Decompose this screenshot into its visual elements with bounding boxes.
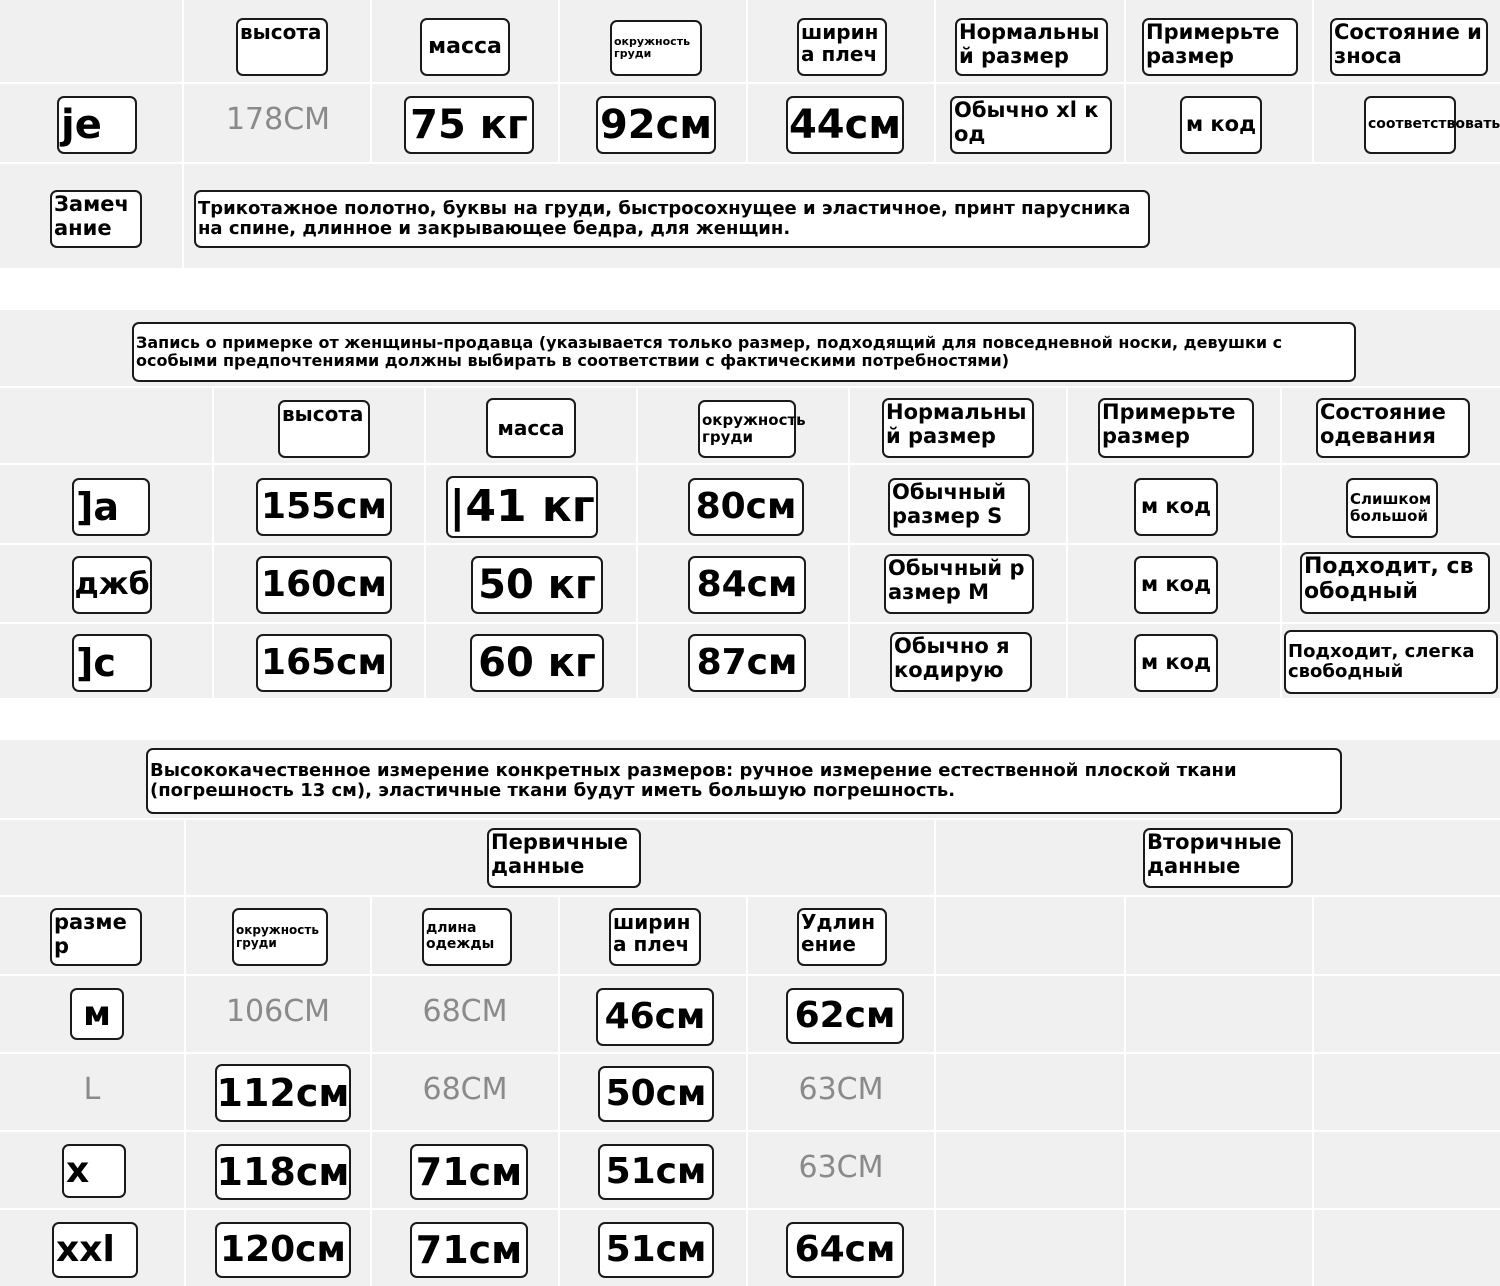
table2-divider (424, 386, 426, 698)
table2-divider (0, 463, 1500, 465)
table1-divider (0, 162, 1500, 164)
table3-divider (184, 818, 186, 1286)
table2-cell-chest: 84см (688, 556, 806, 614)
table1-header-chest: окружность груди (610, 20, 702, 76)
table3-size-label: x (62, 1144, 126, 1198)
table2-cell-weight: 50 кг (471, 556, 603, 614)
table1-value-chest: 92см (596, 96, 716, 154)
table2-cell-wear-state: Подходит, слегка свободный (1284, 630, 1498, 694)
table3-divider (558, 895, 560, 1286)
table3-divider (0, 974, 1500, 976)
table3-header-shoulder: ширина плеч (609, 908, 701, 966)
table3-cell-extension: 63CM (798, 1072, 884, 1107)
table1-header-shoulder: ширина плеч (797, 18, 887, 76)
table3-header-chest: окружность груди (232, 908, 328, 966)
table2-divider (636, 386, 638, 698)
table3-cell-shoulder: 50см (598, 1066, 714, 1122)
table2-cell-tried-size: м код (1134, 556, 1218, 614)
table3-primary-header: Первичные данные (487, 828, 641, 888)
table2-cell-tried-size: м код (1134, 478, 1218, 536)
table1-value-wear-state: соответствовать (1364, 96, 1456, 154)
table3-divider (0, 818, 1500, 820)
table2-divider (1280, 386, 1282, 698)
table3-cell-extension: 62см (786, 988, 904, 1044)
table2-cell-height: 165см (256, 634, 392, 692)
table3-divider (934, 818, 936, 1286)
table2-row-label: ]c (72, 634, 152, 692)
table3-header-length: длина одежды (422, 908, 512, 966)
table1-divider (370, 0, 372, 162)
table2-divider (0, 622, 1500, 624)
table2-divider (848, 386, 850, 698)
table3-cell-length: 68CM (422, 1072, 508, 1107)
table2-row-label: джб (72, 556, 152, 614)
table3-divider (0, 1208, 1500, 1210)
table3-cell-shoulder: 46см (596, 988, 714, 1046)
table2-title: Запись о примерке от женщины-продавца (указывается только размер, подходящий для повседневной носки, девушки с особыми предпочтениями должны выбирать в соответствии с фактическими потребностями) (132, 322, 1356, 382)
table2-cell-weight: |41 кг (446, 476, 598, 538)
table3-cell-chest: 106CM (225, 994, 331, 1029)
table3-cell-chest: 118см (215, 1144, 351, 1200)
table3-divider (1312, 895, 1314, 1286)
table1-divider (0, 82, 1500, 84)
table2-header-chest: окружность груди (698, 400, 796, 458)
table3-cell-length: 68CM (422, 994, 508, 1029)
table3-cell-extension: 64см (786, 1222, 904, 1278)
table2-cell-height: 160см (256, 556, 392, 614)
table2-cell-chest: 80см (688, 478, 804, 536)
table2-header-wear-state: Состояние одевания (1316, 398, 1470, 458)
table3-cell-chest: 120см (215, 1222, 351, 1278)
table3-header-extension: Удлинение (797, 908, 887, 966)
table2-cell-normal-size: Обычно я кодирую (890, 632, 1032, 692)
table3-cell-shoulder: 51см (598, 1144, 714, 1200)
table1-note-label: Замечание (50, 190, 142, 248)
table1-row-label: je (57, 96, 137, 154)
table2-cell-weight: 60 кг (470, 634, 604, 692)
table3-divider (0, 895, 1500, 897)
table1-divider (182, 0, 184, 268)
table3-divider (0, 1052, 1500, 1054)
table1-divider (558, 0, 560, 162)
table3-cell-extension: 63CM (798, 1150, 884, 1185)
table1-value-normal-size: Обычно xl код (950, 96, 1112, 154)
table3-size-label: L (83, 1072, 101, 1107)
table1-value-height: 178CM (225, 102, 331, 137)
table2-row-label: ]a (72, 478, 150, 536)
table2-cell-wear-state: Слишком большой (1346, 478, 1438, 538)
table2-divider (0, 386, 1500, 388)
table3-size-label: м (70, 988, 124, 1040)
table2-header-weight: масса (486, 398, 576, 458)
table2-cell-normal-size: Обычный размер S (888, 478, 1030, 536)
table2-cell-tried-size: м код (1134, 634, 1218, 692)
table3-secondary-header: Вторичные данные (1143, 828, 1293, 888)
table1-divider (1312, 0, 1314, 162)
table2-header-normal-size: Нормальный размер (882, 398, 1034, 458)
table2-cell-normal-size: Обычный размер M (884, 554, 1034, 614)
table3-divider (1124, 895, 1126, 1286)
table3-divider (0, 1130, 1500, 1132)
table2-divider (0, 543, 1500, 545)
table3-title: Высококачественное измерение конкретных размеров: ручное измерение естественной плоской ткани (погрешность 13 см), эластичные ткани будут иметь большую погрешность. (146, 748, 1342, 814)
table1-value-weight: 75 кг (404, 96, 534, 154)
table1-header-height: высота (236, 18, 328, 76)
table2-header-height: высота (278, 400, 370, 458)
table2-header-tried-size: Примерьте размер (1098, 398, 1254, 458)
table1-value-tried-size: м код (1180, 96, 1262, 154)
table3-cell-shoulder: 51см (598, 1222, 714, 1278)
table1-header-normal-size: Нормальный размер (955, 18, 1108, 76)
table1-divider (746, 0, 748, 162)
table2-divider (1066, 386, 1068, 698)
table1-header-wear-state: Состояние износа (1330, 18, 1488, 76)
table1-header-weight: масса (420, 18, 510, 76)
table1-value-shoulder: 44см (786, 96, 904, 154)
table1-divider (934, 0, 936, 162)
table2-cell-height: 155см (256, 478, 392, 536)
table1-divider (1124, 0, 1126, 162)
table3-cell-length: 71см (410, 1144, 528, 1200)
table2-cell-wear-state: Подходит, свободный (1300, 552, 1490, 614)
table3-size-label: xxl (52, 1222, 138, 1278)
table2-cell-chest: 87см (688, 634, 806, 692)
table2-divider (212, 386, 214, 698)
table3-header-size: размер (50, 908, 142, 966)
table3-cell-length: 71см (410, 1222, 528, 1278)
table1-header-tried-size: Примерьте размер (1142, 18, 1298, 76)
table1-note-text: Трикотажное полотно, буквы на груди, быстросохнущее и эластичное, принт парусника на спине, длинное и закрывающее бедра, для женщин. (194, 190, 1150, 248)
table3-cell-chest: 112см (215, 1064, 351, 1122)
